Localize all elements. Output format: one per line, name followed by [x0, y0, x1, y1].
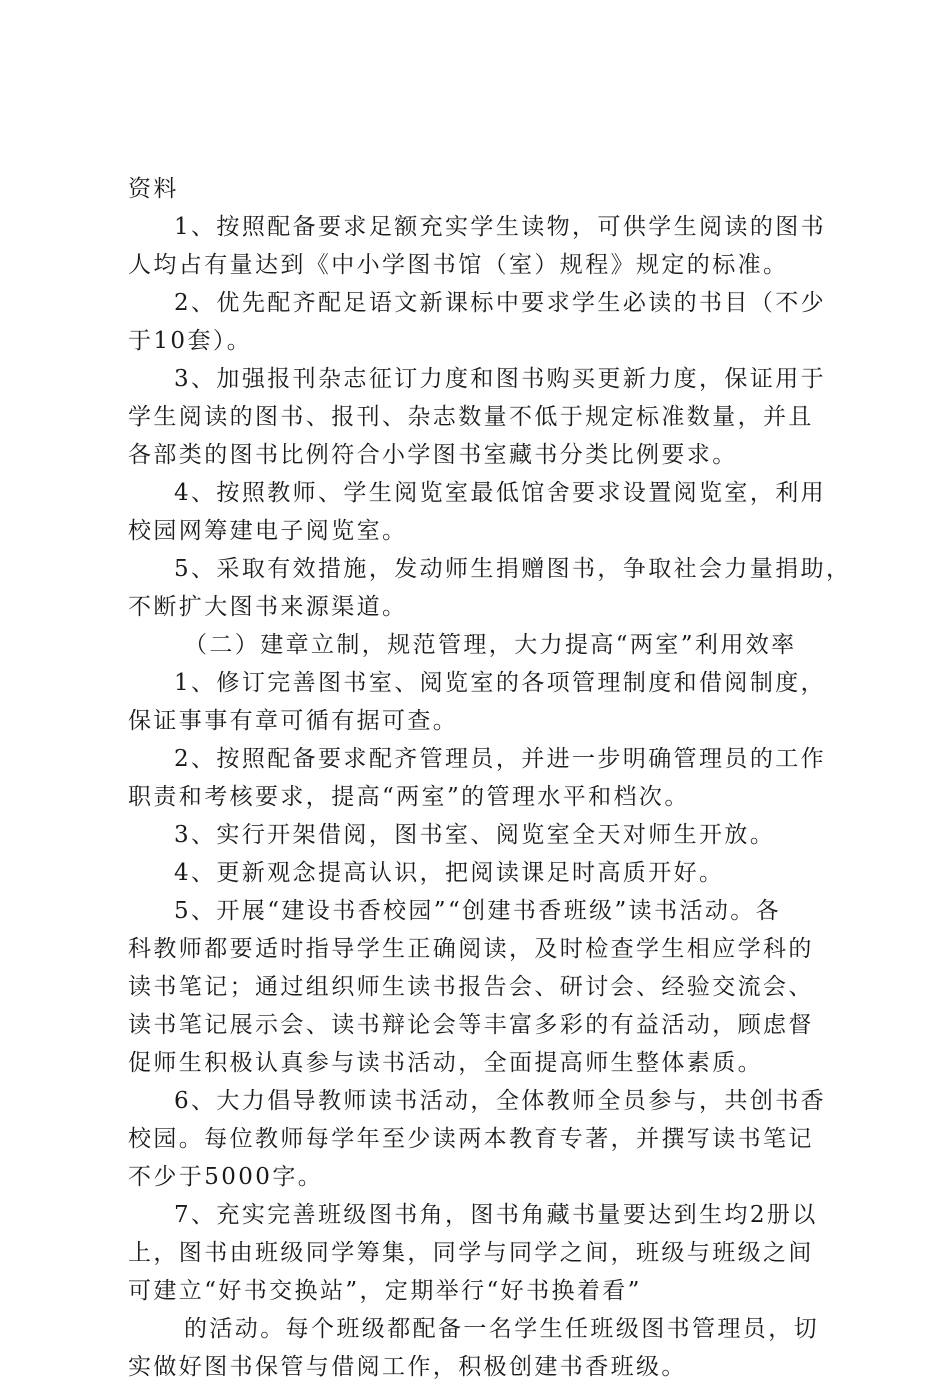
text-line: 4、更新观念提高认识，把阅读课足时高质开好。: [174, 860, 725, 886]
text-line: 校园。每位教师每学年至少读两本教育专著，并撰写读书笔记: [128, 1126, 814, 1152]
text-line: 1、按照配备要求足额充实学生读物，可供学生阅读的图书: [174, 214, 827, 240]
text-line: 读书笔记；通过组织师生读书报告会、研讨会、经验交流会、: [128, 974, 814, 1000]
text-line: 资料: [128, 176, 179, 202]
text-line: 保证事事有章可循有据可查。: [128, 708, 459, 734]
text-line: 4、按照教师、学生阅览室最低馆舍要求设置阅览室，利用: [174, 480, 827, 506]
text-line: 促师生积极认真参与读书活动，全面提高师生整体素质。: [128, 1050, 763, 1076]
text-line: 职责和考核要求，提高“两室”的管理水平和档次。: [128, 784, 690, 810]
text-line: 不少于5000字。: [128, 1164, 324, 1190]
text-line: 学生阅读的图书、报刊、杂志数量不低于规定标准数量，并且: [128, 404, 814, 430]
text-line: 校园网筹建电子阅览室。: [128, 518, 408, 544]
text-line: 于10套）。: [128, 328, 253, 354]
text-line: 5、开展“建设书香校园”“创建书香班级”读书活动。各: [174, 898, 782, 924]
text-line: 1、修订完善图书室、阅览室的各项管理制度和借阅制度，: [174, 670, 827, 696]
text-line: 2、优先配齐配足语文新课标中要求学生必读的书目（不少: [174, 290, 827, 316]
text-line: 上，图书由班级同学筹集，同学与同学之间，班级与班级之间: [128, 1240, 814, 1266]
text-line: 6、大力倡导教师读书活动，全体教师全员参与，共创书香: [174, 1088, 827, 1114]
document-body: [128, 170, 852, 1386]
text-line: 3、加强报刊杂志征订力度和图书购买更新力度，保证用于: [174, 366, 827, 392]
text-line: （二）建章立制，规范管理，大力提高“两室”利用效率: [184, 632, 797, 658]
text-line: 2、按照配备要求配齐管理员，并进一步明确管理员的工作: [174, 746, 827, 772]
text-line: 各部类的图书比例符合小学图书室藏书分类比例要求。: [128, 442, 738, 468]
text-line: 3、实行开架借阅，图书室、阅览室全天对师生开放。: [174, 822, 776, 848]
text-line: 读书笔记展示会、读书辩论会等丰富多彩的有益活动，顾虑督: [128, 1012, 814, 1038]
text-line: 实做好图书保管与借阅工作，积极创建书香班级。: [128, 1354, 687, 1380]
text-line: 5、采取有效措施，发动师生捐赠图书，争取社会力量捐助，: [174, 556, 852, 582]
text-line: 可建立“好书交换站”，定期举行“好书换着看”: [128, 1278, 642, 1304]
text-line: 不断扩大图书来源渠道。: [128, 594, 408, 620]
text-line: 7、充实完善班级图书角，图书角藏书量要达到生均2册以: [174, 1202, 818, 1228]
text-line: 科教师都要适时指导学生正确阅读，及时检查学生相应学科的: [128, 936, 814, 962]
text-line: 人均占有量达到《中小学图书馆（室）规程》规定的标准。: [128, 252, 789, 278]
text-line: 的活动。每个班级都配备一名学生任班级图书管理员，切: [184, 1316, 819, 1342]
